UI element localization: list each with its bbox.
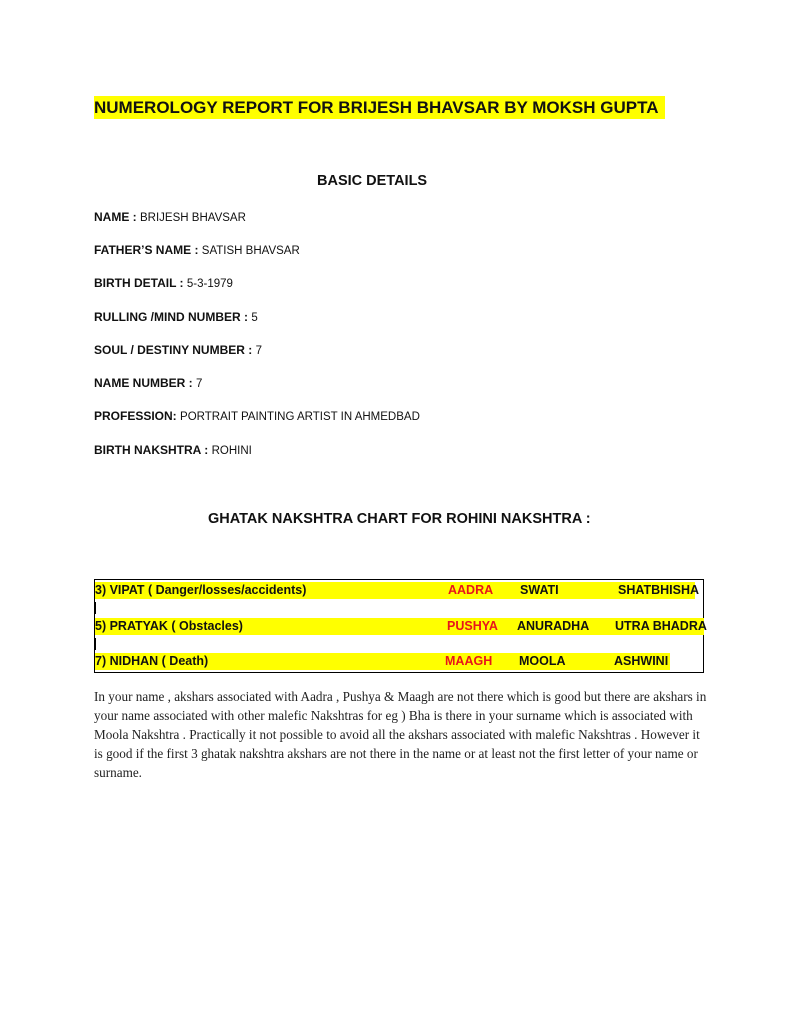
detail-value: 5 bbox=[251, 312, 258, 324]
ghatak-nakshtra-table bbox=[94, 579, 707, 673]
nakshtra-cell: ANURADHA bbox=[517, 619, 590, 633]
nakshtra-cell-red: PUSHYA bbox=[447, 619, 498, 633]
table-row-vipat bbox=[95, 582, 700, 599]
detail-label: NAME NUMBER : bbox=[94, 376, 193, 390]
ghatak-chart-heading: GHATAK NAKSHTRA CHART FOR ROHINI NAKSHTRA : bbox=[208, 511, 591, 527]
detail-value: BRIJESH BHAVSAR bbox=[140, 212, 246, 224]
detail-soul-number bbox=[94, 343, 262, 357]
detail-profession bbox=[94, 409, 420, 423]
detail-value: ROHINI bbox=[211, 445, 252, 457]
nakshtra-cell: SWATI bbox=[520, 583, 559, 597]
detail-label: RULLING /MIND NUMBER : bbox=[94, 310, 248, 324]
detail-label: SOUL / DESTINY NUMBER : bbox=[94, 343, 253, 357]
detail-label: BIRTH NAKSHTRA : bbox=[94, 443, 209, 457]
detail-birth bbox=[94, 276, 233, 290]
detail-rulling-number bbox=[94, 310, 258, 324]
detail-value: SATISH BHAVSAR bbox=[201, 245, 300, 257]
detail-name-number bbox=[94, 376, 202, 390]
nakshtra-cell: MOOLA bbox=[519, 654, 566, 668]
row-label: 5) PRATYAK ( Obstacles) bbox=[95, 619, 243, 633]
nakshtra-cell: ASHWINI bbox=[614, 654, 669, 668]
nakshtra-cell-red: MAAGH bbox=[445, 654, 493, 668]
detail-value: PORTRAIT PAINTING ARTIST IN AHMEDBAD bbox=[180, 411, 420, 423]
row-label: 3) VIPAT ( Danger/losses/accidents) bbox=[95, 583, 307, 597]
detail-label: PROFESSION: bbox=[94, 409, 177, 423]
row-separator bbox=[95, 638, 96, 650]
detail-value: 7 bbox=[196, 378, 203, 390]
table-row-nidhan bbox=[95, 653, 670, 670]
explanation-paragraph: In your name , akshars associated with Aadra , Pushya & Maagh are not there which is good but there are akshars in your name associated with other malefic Nakshtras for eg ) Bha is there in your surname which is associated with Moola Nakshtra . Practically it not possible to avoid all the akshars associated with malefic Nakshtras . However it is good if the first 3 ghatak nakshtra akshars are not there in the name or at least not the first letter of your name or surname. bbox=[94, 689, 707, 780]
detail-label: BIRTH DETAIL : bbox=[94, 276, 184, 290]
detail-label: FATHER’S NAME : bbox=[94, 243, 199, 257]
basic-details-heading: BASIC DETAILS bbox=[317, 173, 428, 189]
detail-birth-nakshtra bbox=[94, 443, 252, 457]
detail-value: 7 bbox=[255, 345, 262, 357]
nakshtra-cell-red: AADRA bbox=[448, 583, 494, 597]
detail-label: NAME : bbox=[94, 210, 137, 224]
detail-name bbox=[94, 210, 246, 224]
report-title: NUMEROLOGY REPORT FOR BRIJESH BHAVSAR BY MOKSH GUPTA bbox=[94, 96, 665, 119]
detail-value: 5-3-1979 bbox=[186, 278, 233, 290]
nakshtra-cell: SHATBHISHA bbox=[618, 583, 700, 597]
row-separator bbox=[95, 602, 96, 614]
row-label: 7) NIDHAN ( Death) bbox=[95, 654, 209, 668]
detail-fathers-name bbox=[94, 243, 300, 257]
table-row-pratyak bbox=[95, 618, 707, 635]
nakshtra-cell: UTRA BHADRA bbox=[615, 619, 707, 633]
